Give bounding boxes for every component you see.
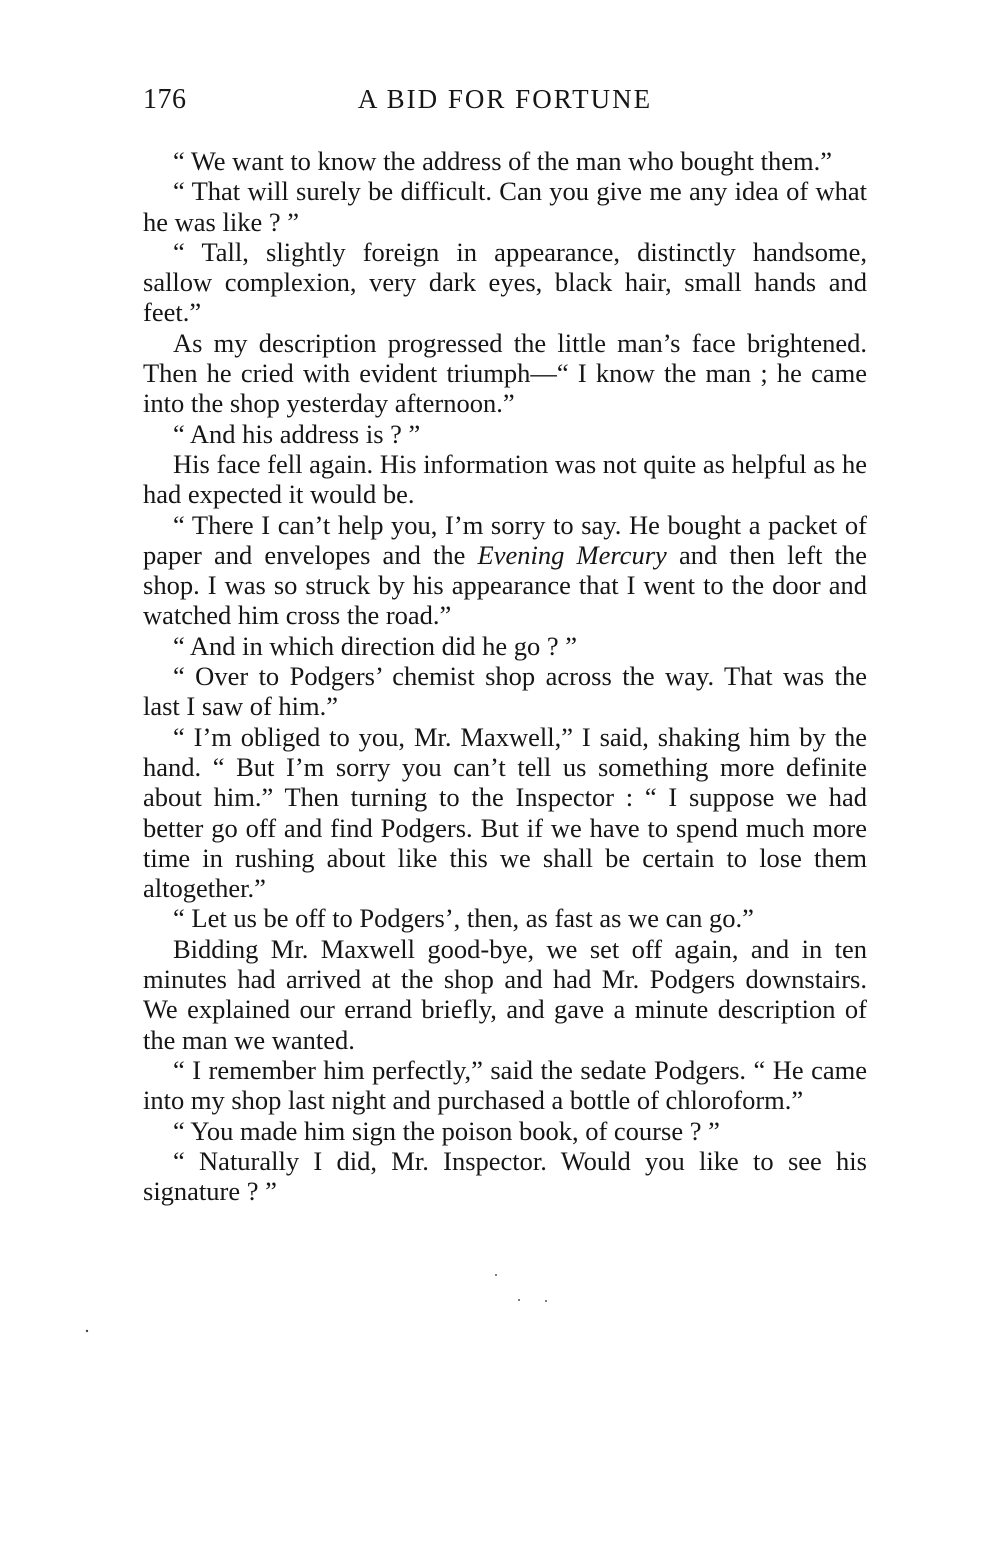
paragraph: “ Naturally I did, Mr. Inspector. Would you like to see his signature ? ” [143, 1145, 867, 1207]
paragraph: “ Over to Podgers’ chemist shop across the way. That was the last I saw of him.” [143, 661, 867, 722]
paragraph: Bidding Mr. Maxwell good-bye, we set off again, and in ten minutes had arrived at the shop and had Mr. Podgers downstairs. We explained our errand briefly, and gave a minute description of the man we wanted. [143, 933, 867, 1055]
paragraph: “ And his address is ? ” [173, 418, 421, 449]
speck [495, 1274, 497, 1276]
speck [518, 1299, 520, 1301]
paragraph: “ I remember him perfectly,” said the sedate Podgers. “ He came into my shop last night and purchased a bottle of chloroform.” [143, 1054, 867, 1116]
paragraph: “ Tall, slightly foreign in appearance, distinctly handsome, sallow complexion, very dark eyes, black hair, small hands and feet.” [143, 236, 867, 328]
paragraph: His face fell again. His information was not quite as helpful as he had expected it would be. [143, 448, 867, 510]
newspaper-title: Evening Mercury [477, 539, 667, 570]
paragraph-text: and then left the shop. I was so struck by his appearance that I went to the door and watched him cross the road.” [143, 539, 868, 631]
running-head: A BID FOR FORTUNE [357, 84, 653, 114]
paragraph: “ Let us be off to Podgers’, then, as fast as we can go.” [173, 903, 754, 934]
page-number: 176 [143, 84, 187, 115]
paragraph: “ That will surely be difficult. Can you give me any idea of what he was like ? ” [143, 176, 867, 237]
speck [545, 1300, 547, 1302]
paragraph: “ You made him sign the poison book, of course ? ” [173, 1115, 720, 1146]
paragraph: As my description progressed the little man’s face brightened. Then he cried with evident triumph—“ I know the man ; he came into the shop yesterday afternoon.” [143, 327, 867, 419]
paragraph: “ We want to know the address of the man who bought them.” [173, 146, 832, 176]
paragraph-text: “ There I can’t help you, I’m sorry to say. He bought a packet of paper and envelopes and the [143, 509, 867, 570]
paragraph: “ And in which direction did he go ? ” [173, 630, 578, 661]
speck [86, 1330, 88, 1332]
paragraph: “ I’m obliged to you, Mr. Maxwell,” I said, shaking him by the hand. “ But I’m sorry you can’t tell us something more definite about him.” Then turning to the Inspector : “ I suppose we had better go off and find Podgers. But if we have to spend much more time in rushing about like this we shall be certain to lose them altogether.” [143, 721, 867, 904]
